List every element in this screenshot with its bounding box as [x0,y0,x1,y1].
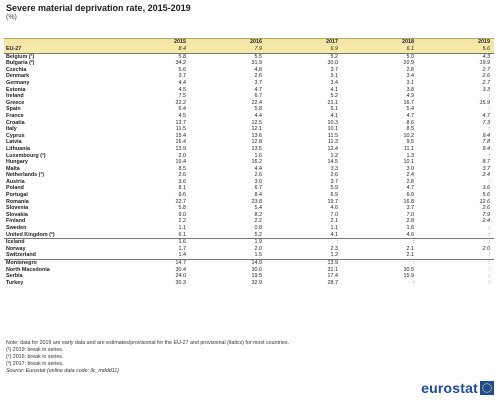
country-cell: Poland [6,185,24,192]
value-cell: 6.1 [178,231,186,238]
country-cell: Cyprus [6,132,25,139]
value-cell: 3.7 [178,73,186,80]
value-cell: : [488,231,490,238]
value-cell: 16.8 [403,198,414,205]
header-cell: 2018 [342,39,418,47]
value-cell: : [488,225,490,232]
table-row [4,139,494,146]
country-cell: Finland [6,218,26,225]
value-cell: 13.7 [175,119,186,126]
data-table [4,38,494,286]
value-cell: 12.8 [251,139,262,146]
value-cell: 13.9 [266,260,342,267]
country-cell: France [6,112,24,119]
value-cell: 2.4 [482,218,490,225]
value-cell: 9.4 [482,132,490,139]
value-cell: : [488,126,490,133]
value-cell: 30.3 [175,279,186,286]
value-cell: 8.6 [406,119,414,126]
value-cell: 7.8 [482,139,490,146]
value-cell: 2.6 [482,205,490,212]
country-cell: Spain [6,106,21,113]
value-cell: 4.6 [330,205,338,212]
table-row [4,232,494,239]
value-cell: 6.4 [178,106,186,113]
value-cell: 31.9 [251,60,262,67]
value-cell: : [488,266,490,273]
value-cell: 3.4 [330,79,338,86]
country-cell: Denmark [6,73,30,80]
value-cell: 14.7 [114,260,190,267]
value-cell: 16.7 [403,99,414,106]
value-cell: 2.6 [482,73,490,80]
eu-flag-icon [480,381,494,395]
value-cell: 8.7 [482,159,490,166]
table-row [4,73,494,80]
country-cell: Malta [6,165,20,172]
value-cell: 11.5 [327,132,338,139]
country-cell: Switzerland [6,252,36,259]
value-cell: 8.2 [254,211,262,218]
value-cell: 2.4 [482,172,490,179]
value-cell: 19.9 [479,60,490,67]
value-cell: 1.1 [178,225,186,232]
value-cell: 5.6 [178,66,186,73]
country-cell: Portugal [6,192,28,199]
table-row [4,87,494,94]
value-cell: 30.0 [251,266,262,273]
value-cell: : [488,279,490,286]
value-cell: 30.0 [327,60,338,67]
table-row [4,113,494,120]
country-cell: Latvia [6,139,22,146]
value-cell: 11.3 [327,139,338,146]
value-cell: 4.1 [330,231,338,238]
value-cell: 31.1 [327,266,338,273]
table-row [4,179,494,186]
table-row [4,239,494,246]
value-cell: 1.4 [178,252,186,259]
value-cell: 6.7 [254,185,262,192]
value-cell: 4.7 [406,185,414,192]
country-cell: Turkey [6,279,24,286]
value-cell: 5.4 [254,205,262,212]
value-cell: 9.5 [406,139,414,146]
value-cell: 13.5 [251,145,262,152]
table-row [4,60,494,67]
value-cell: : [488,106,490,113]
value-cell: : [342,239,418,246]
value-cell: 3.7 [254,79,262,86]
country-cell: United Kingdom (²) [6,231,55,238]
value-cell: 6.7 [254,93,262,100]
value-cell: 7.9 [482,211,490,218]
value-cell: 9.6 [178,192,186,199]
value-cell: 6.9 [330,192,338,199]
table-row [4,80,494,87]
value-cell: 3.8 [406,86,414,93]
value-cell: 1.6 [254,152,262,159]
country-cell: Netherlands (³) [6,172,45,179]
value-cell: 19.5 [251,273,262,280]
country-cell: Montenegro [4,260,114,267]
value-cell: 5.8 [114,53,190,60]
table-row [4,159,494,166]
value-cell: 7.0 [330,211,338,218]
value-cell: 5.4 [406,106,414,113]
value-cell: 10.1 [327,126,338,133]
value-cell: 3.0 [254,178,262,185]
country-cell: Iceland [4,239,114,246]
value-cell: 5.9 [330,185,338,192]
value-cell: 1.7 [178,245,186,252]
value-cell: 2.8 [406,66,414,73]
value-cell: 20.9 [403,60,414,67]
value-cell: : [412,279,414,286]
value-cell: 4.8 [254,66,262,73]
value-cell: 3.7 [330,178,338,185]
value-cell: 1.2 [330,152,338,159]
table-row [4,133,494,140]
value-cell: 5.2 [266,53,342,60]
note-line: (³) 2017: break in series. [6,361,64,367]
eurostat-logo [421,380,494,396]
value-cell: 12.5 [251,119,262,126]
value-cell: 3.4 [406,73,414,80]
value-cell: 14.5 [327,159,338,166]
value-cell: 2.2 [178,218,186,225]
value-cell: 5.1 [330,106,338,113]
value-cell: 2.7 [482,66,490,73]
value-cell: 3.3 [330,165,338,172]
country-cell: Luxembourg (³) [6,152,46,159]
table-row [4,185,494,192]
table-row [4,199,494,206]
value-cell: 4.3 [418,53,494,60]
value-cell: 0.8 [254,225,262,232]
header-cell: 2015 [114,39,190,47]
header-cell [4,39,114,47]
country-cell: Croatia [6,119,25,126]
country-cell: Bulgaria (²) [6,60,35,67]
value-cell: 2.6 [254,73,262,80]
table-header-row [4,39,494,47]
country-cell: Belgium (¹) [4,53,114,60]
value-cell: 12.6 [479,198,490,205]
value-cell: 13.6 [251,132,262,139]
country-cell: North Macedonia [6,266,50,273]
value-cell: 22.4 [251,99,262,106]
header-cell: 2017 [266,39,342,47]
page-title: Severe material deprivation rate, 2015-2019 [6,3,191,13]
value-cell: 19.7 [327,198,338,205]
value-cell: 2.7 [482,79,490,86]
country-cell: Sweden [6,225,27,232]
country-cell: Greece [6,99,25,106]
table-row [4,225,494,232]
country-cell: Estonia [6,86,26,93]
value-cell: 2.4 [406,172,414,179]
value-cell: 4.1 [330,112,338,119]
value-cell: 4.5 [178,112,186,119]
value-cell: 15.4 [175,132,186,139]
table-row [4,100,494,107]
value-cell: 5.8 [254,106,262,113]
value-cell: 7.0 [406,211,414,218]
country-cell: Romania [6,198,29,205]
value-cell: 9.4 [482,145,490,152]
note-line: (²) 2016: break in series. [6,354,64,360]
value-cell: 4.1 [330,86,338,93]
value-cell: 10.2 [403,132,414,139]
value-cell: : [488,178,490,185]
value-cell: 24.0 [175,273,186,280]
table-row [4,93,494,100]
value-cell: 13.9 [175,145,186,152]
value-cell: 2.1 [330,218,338,225]
value-cell: 4.5 [178,86,186,93]
table-row [4,192,494,199]
country-cell: EU-27 [4,46,114,53]
value-cell: 4.4 [254,112,262,119]
value-cell: 11.5 [175,126,186,133]
value-cell: 7.3 [482,119,490,126]
value-cell: 14.9 [190,260,266,267]
value-cell: 6.1 [342,46,418,53]
value-cell: 3.0 [406,165,414,172]
value-cell: : [266,239,342,246]
value-cell: 5.2 [330,93,338,100]
value-cell: 5.0 [342,53,418,60]
value-cell: : [488,93,490,100]
value-cell: 2.3 [330,245,338,252]
value-cell: 8.4 [114,46,190,53]
value-cell: 3.6 [178,178,186,185]
value-cell: 10.3 [327,119,338,126]
table-row [4,53,494,60]
table-row [4,120,494,127]
table-row [4,273,494,280]
logo-text: eurostat [421,380,478,396]
country-cell: Norway [6,245,26,252]
table-body [4,46,494,286]
value-cell: 7.9 [190,46,266,53]
value-cell: 10.1 [403,159,414,166]
value-cell: 12.4 [327,145,338,152]
notes [6,340,289,375]
value-cell: 2.8 [406,218,414,225]
table-row [4,212,494,219]
value-cell: 1.3 [406,152,414,159]
value-cell: : [488,273,490,280]
value-cell: 8.5 [406,126,414,133]
value-cell: 2.6 [254,172,262,179]
value-cell: 5.5 [190,53,266,60]
value-cell: 28.7 [327,279,338,286]
value-cell: 2.1 [406,245,414,252]
country-cell: Slovenia [6,205,29,212]
table-row [4,67,494,74]
value-cell: 2.0 [254,245,262,252]
value-cell: : [488,152,490,159]
value-cell: 1.9 [190,239,266,246]
value-cell: 8.5 [178,165,186,172]
value-cell: 23.8 [251,198,262,205]
value-cell: 7.5 [178,93,186,100]
value-cell: 4.7 [482,112,490,119]
value-cell: : [418,239,494,246]
value-cell: 2.6 [178,172,186,179]
table-row [4,146,494,153]
value-cell: 21.1 [327,99,338,106]
value-cell: 4.9 [406,93,414,100]
value-cell: 5.2 [254,231,262,238]
note-line: Note: data for 2019 are early data and are estimates/provisional for the EU-27 and provisional (italics) for most countries. [6,340,289,346]
table-row [4,252,494,259]
table-row [4,172,494,179]
value-cell: 32.9 [251,279,262,286]
table-row [4,126,494,133]
value-cell: 17.4 [327,273,338,280]
value-cell: 4.7 [406,112,414,119]
value-cell: : [418,260,494,267]
table-row-eu27 [4,46,494,53]
table-row [4,267,494,274]
country-cell: Hungary [6,159,28,166]
value-cell: 4.7 [254,86,262,93]
value-cell: 22.7 [175,198,186,205]
value-cell: 2.0 [178,152,186,159]
country-cell: Austria [6,178,25,185]
value-cell: 1.6 [114,239,190,246]
value-cell: 2.2 [254,218,262,225]
value-cell: 2.8 [406,178,414,185]
page-subtitle: (%) [6,14,17,21]
table-row [4,106,494,113]
country-cell: Germany [6,79,30,86]
value-cell: 1.1 [330,225,338,232]
table-row [4,153,494,160]
value-cell: 1.6 [406,225,414,232]
value-cell: 11.1 [403,145,414,152]
header-cell: 2019 [418,39,494,47]
value-cell: 2.0 [482,245,490,252]
table-row [4,218,494,225]
value-cell: 3.7 [330,66,338,73]
country-cell: Ireland [6,93,24,100]
value-cell: 19.4 [175,159,186,166]
table-row [4,280,494,287]
value-cell: 5.6 [418,46,494,53]
value-cell: : [342,260,418,267]
table-row [4,246,494,253]
country-cell: Czechia [6,66,27,73]
value-cell: 12.1 [251,126,262,133]
value-cell: 16.4 [175,139,186,146]
value-cell: 4.6 [406,231,414,238]
note-line: (¹) 2019: break in series. [6,347,64,353]
value-cell: 1.5 [254,252,262,259]
value-cell: 4.4 [178,79,186,86]
note-line: Source: Eurostat (online data code: ilc_mddd11) [6,368,119,374]
value-cell: 5.6 [482,192,490,199]
value-cell: 8.1 [178,185,186,192]
value-cell: 3.1 [406,79,414,86]
country-cell: Lithuania [6,145,30,152]
country-cell: Italy [6,126,17,133]
value-cell: 8.4 [254,192,262,199]
value-cell: 2.1 [406,252,414,259]
value-cell: 3.1 [330,73,338,80]
value-cell: 22.2 [175,99,186,106]
value-cell: 4.4 [254,165,262,172]
header-cell: 2016 [190,39,266,47]
value-cell: : [488,252,490,259]
value-cell: 3.7 [406,205,414,212]
value-cell: 15.9 [479,99,490,106]
country-cell: Serbia [6,273,23,280]
table-row [4,260,494,267]
value-cell: 34.2 [175,60,186,67]
value-cell: 6.0 [406,192,414,199]
value-cell: 3.3 [482,86,490,93]
value-cell: 5.8 [178,205,186,212]
country-cell: Slovakia [6,211,28,218]
value-cell: 9.0 [178,211,186,218]
value-cell: 2.6 [330,172,338,179]
table-row [4,205,494,212]
value-cell: 3.6 [482,185,490,192]
value-cell: 30.5 [403,266,414,273]
value-cell: 16.2 [251,159,262,166]
value-cell: 6.9 [266,46,342,53]
value-cell: 30.4 [175,266,186,273]
table-row [4,166,494,173]
value-cell: 1.2 [330,252,338,259]
value-cell: 3.7 [482,165,490,172]
value-cell: 15.9 [403,273,414,280]
